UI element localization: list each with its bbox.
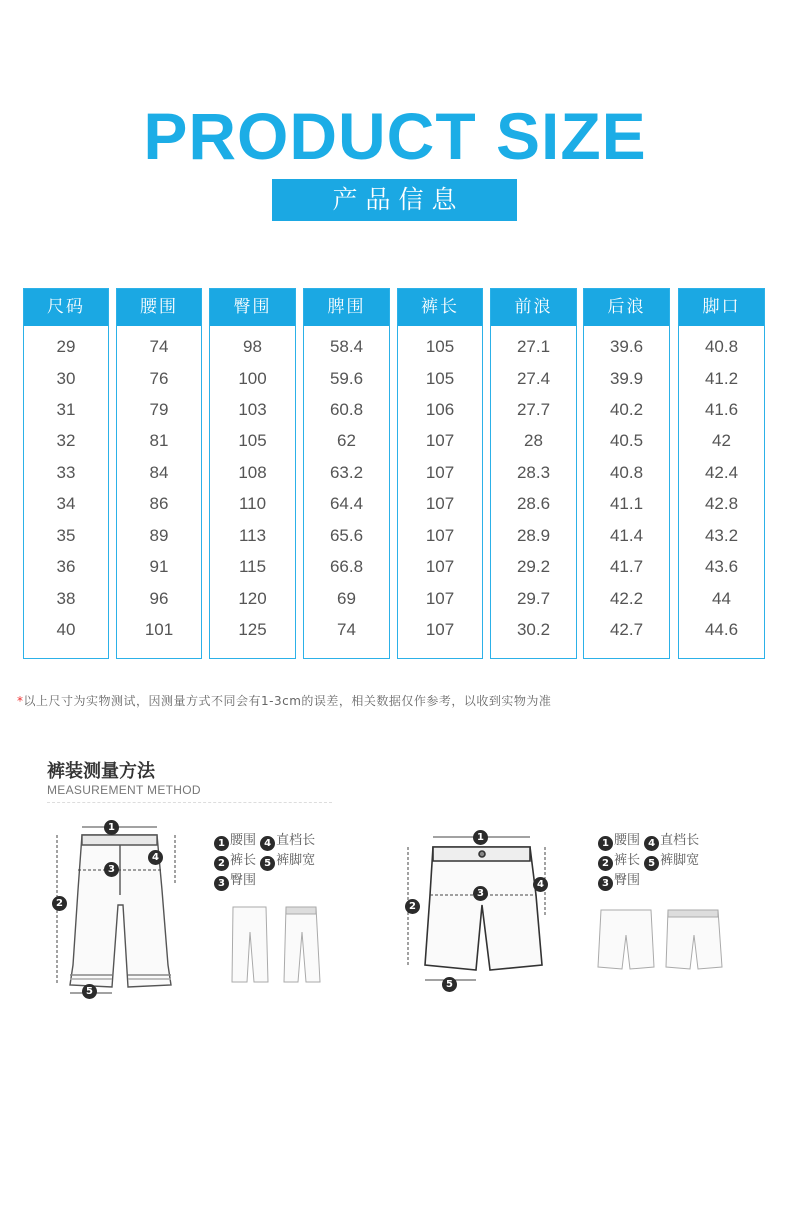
table-cell: 35 [56, 526, 76, 545]
shorts-legend-num-4: 4 [644, 836, 659, 851]
marker-1-icon: 1 [104, 820, 119, 835]
legend-label-hip: 臀围 [230, 873, 257, 888]
shorts-marker-4-icon: 4 [533, 877, 548, 892]
table-cell: 107 [425, 589, 455, 608]
table-cell: 100 [238, 369, 267, 388]
table-cell: 43.2 [704, 526, 739, 545]
marker-4-icon: 4 [148, 850, 163, 865]
table-cell: 107 [425, 463, 455, 482]
table-cell: 42.4 [704, 463, 739, 482]
size-column [678, 288, 765, 659]
table-cell: 40.5 [609, 431, 644, 450]
table-cell: 40.8 [609, 463, 644, 482]
table-cell: 107 [425, 526, 455, 545]
table-cell: 81 [149, 431, 169, 450]
table-cell: 105 [425, 369, 455, 388]
legend-num-5: 5 [260, 856, 275, 871]
column-header: 后浪 [584, 289, 669, 326]
table-cell: 28.3 [516, 463, 551, 482]
column-header: 腰围 [117, 289, 201, 326]
shorts-legend-label-leg-opening: 裤脚宽 [660, 853, 700, 868]
table-cell: 34 [56, 494, 76, 513]
table-cell: 31 [56, 400, 76, 419]
table-cell: 91 [149, 557, 169, 576]
table-cell: 103 [238, 400, 267, 419]
table-cell: 60.8 [329, 400, 364, 419]
page-title: PRODUCT SIZE [143, 99, 647, 173]
note-text: 以上尺寸为实物测试，因测量方式不同会有1-3cm的误差，相关数据仅作参考，以收到实物为准 [23, 694, 552, 708]
small-pants-icons [228, 902, 328, 987]
table-cell: 29.7 [516, 589, 551, 608]
shorts-legend-label-rise: 直档长 [660, 833, 700, 848]
table-cell: 41.6 [704, 400, 739, 419]
size-column [397, 288, 483, 659]
legend-label-waist: 腰围 [230, 833, 257, 848]
legend-num-1: 1 [214, 836, 229, 851]
table-cell: 30 [56, 369, 76, 388]
table-cell: 27.7 [516, 400, 551, 419]
table-cell: 96 [149, 589, 169, 608]
table-cell: 101 [144, 620, 174, 639]
shorts-legend-num-2: 2 [598, 856, 613, 871]
shorts-marker-3-icon: 3 [473, 886, 488, 901]
table-cell: 32 [56, 431, 76, 450]
table-cell: 42 [712, 431, 731, 450]
table-cell: 79 [149, 400, 169, 419]
table-cell: 108 [238, 463, 267, 482]
table-cell: 107 [425, 431, 455, 450]
table-cell: 41.4 [609, 526, 644, 545]
table-cell: 40 [56, 620, 76, 639]
table-cell: 58.4 [329, 337, 364, 356]
table-cell: 44 [712, 589, 731, 608]
shorts-legend-label-length: 裤长 [614, 853, 641, 868]
shorts-marker-2-icon: 2 [405, 899, 420, 914]
table-cell: 36 [56, 557, 76, 576]
measurement-subtitle: MEASUREMENT METHOD [47, 783, 201, 797]
shorts-legend-num-5: 5 [644, 856, 659, 871]
table-cell: 63.2 [329, 463, 364, 482]
legend-num-2: 2 [214, 856, 229, 871]
table-cell: 28 [524, 431, 543, 450]
size-column [23, 288, 109, 659]
legend-num-3: 3 [214, 876, 229, 891]
small-shorts-icons [596, 905, 726, 975]
table-cell: 42.2 [609, 589, 644, 608]
table-cell: 110 [238, 494, 267, 513]
table-cell: 105 [238, 431, 267, 450]
table-cell: 41.2 [704, 369, 739, 388]
size-column [490, 288, 577, 659]
size-column [116, 288, 202, 659]
page-subtitle-banner: 产品信息 [272, 179, 517, 221]
table-cell: 74 [149, 337, 169, 356]
table-cell: 29.2 [516, 557, 551, 576]
marker-3-icon: 3 [104, 862, 119, 877]
note-star: * [17, 694, 24, 708]
measurement-title: 裤装测量方法 [47, 761, 155, 782]
table-cell: 62 [337, 431, 356, 450]
table-cell: 27.4 [516, 369, 551, 388]
table-cell: 39.9 [609, 369, 644, 388]
table-cell: 113 [238, 526, 267, 545]
size-column [303, 288, 390, 659]
shorts-marker-5-icon: 5 [442, 977, 457, 992]
column-header: 尺码 [24, 289, 108, 326]
column-header: 裤长 [398, 289, 482, 326]
table-cell: 69 [337, 589, 356, 608]
table-cell: 86 [149, 494, 169, 513]
table-cell: 74 [337, 620, 356, 639]
shorts-legend-label-hip: 臀围 [614, 873, 641, 888]
table-cell: 30.2 [516, 620, 551, 639]
table-cell: 125 [238, 620, 267, 639]
table-cell: 120 [238, 589, 267, 608]
table-cell: 66.8 [329, 557, 364, 576]
table-cell: 43.6 [704, 557, 739, 576]
shorts-legend-num-1: 1 [598, 836, 613, 851]
size-column [209, 288, 296, 659]
table-cell: 65.6 [329, 526, 364, 545]
table-cell: 106 [425, 400, 455, 419]
table-cell: 76 [149, 369, 169, 388]
table-cell: 40.8 [704, 337, 739, 356]
measurement-divider [47, 802, 332, 803]
table-cell: 27.1 [516, 337, 551, 356]
size-column [583, 288, 670, 659]
column-header: 前浪 [491, 289, 576, 326]
table-cell: 28.9 [516, 526, 551, 545]
table-cell: 105 [425, 337, 455, 356]
table-cell: 84 [149, 463, 169, 482]
table-cell: 89 [149, 526, 169, 545]
table-cell: 28.6 [516, 494, 551, 513]
legend-num-4: 4 [260, 836, 275, 851]
table-cell: 107 [425, 620, 455, 639]
shorts-diagram [400, 825, 560, 995]
shorts-legend-label-waist: 腰围 [614, 833, 641, 848]
table-cell: 115 [238, 557, 267, 576]
table-cell: 38 [56, 589, 76, 608]
marker-2-icon: 2 [52, 896, 67, 911]
column-header: 脚口 [679, 289, 764, 326]
table-cell: 107 [425, 494, 455, 513]
shorts-marker-1-icon: 1 [473, 830, 488, 845]
table-cell: 42.8 [704, 494, 739, 513]
column-header: 脾围 [304, 289, 389, 326]
table-cell: 29 [56, 337, 76, 356]
table-cell: 44.6 [704, 620, 739, 639]
table-cell: 41.1 [609, 494, 644, 513]
shorts-legend-num-3: 3 [598, 876, 613, 891]
legend-label-leg-opening: 裤脚宽 [276, 853, 316, 868]
legend-label-length: 裤长 [230, 853, 257, 868]
legend-shorts [598, 831, 699, 891]
legend-pants [214, 831, 315, 891]
table-cell: 107 [425, 557, 455, 576]
table-cell: 42.7 [609, 620, 644, 639]
table-cell: 64.4 [329, 494, 364, 513]
measurement-note [17, 692, 551, 709]
marker-5-icon: 5 [82, 984, 97, 999]
table-cell: 59.6 [329, 369, 364, 388]
legend-label-rise: 直档长 [276, 833, 316, 848]
table-cell: 40.2 [609, 400, 644, 419]
table-cell: 33 [56, 463, 76, 482]
table-cell: 41.7 [609, 557, 644, 576]
column-header: 臀围 [210, 289, 295, 326]
table-cell: 98 [243, 337, 262, 356]
table-cell: 39.6 [609, 337, 644, 356]
